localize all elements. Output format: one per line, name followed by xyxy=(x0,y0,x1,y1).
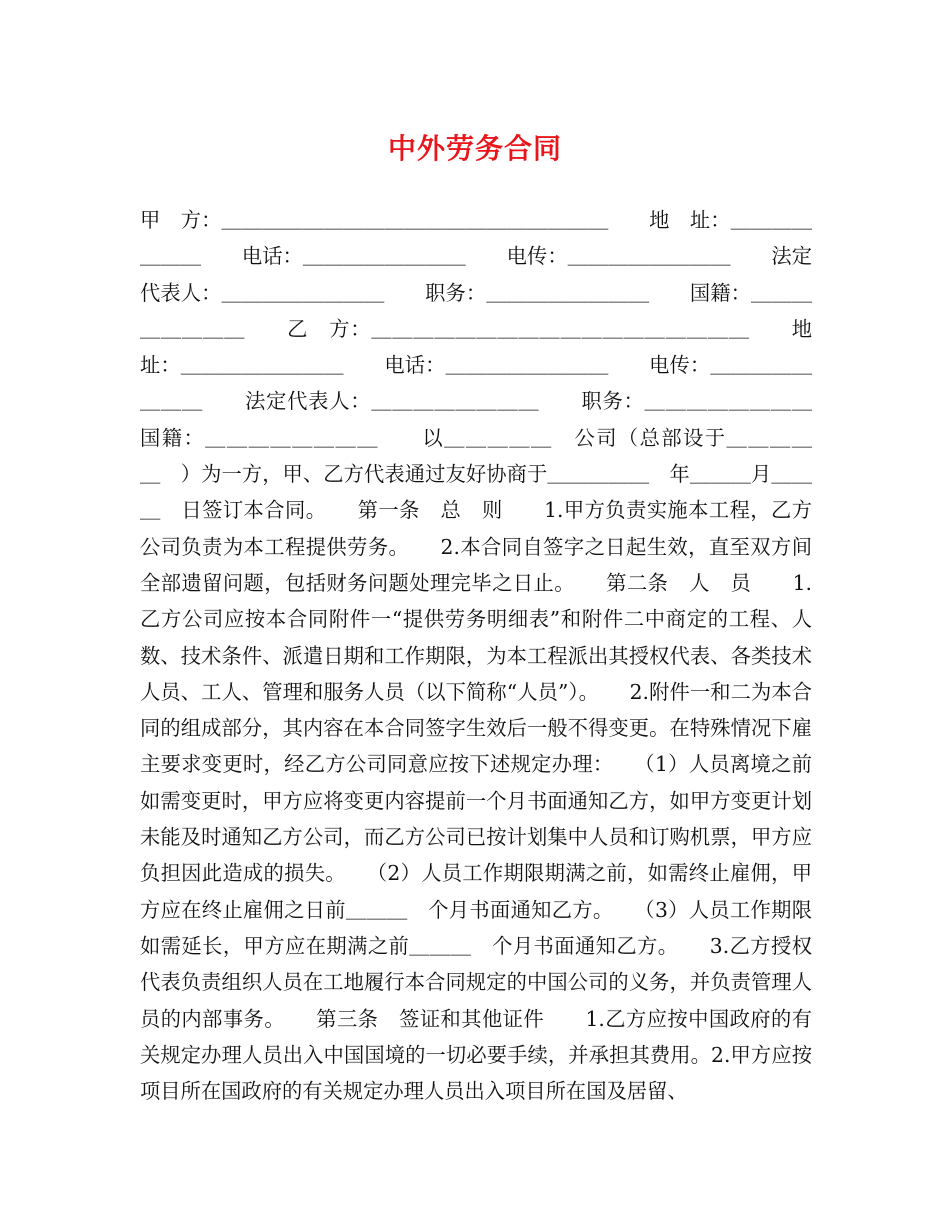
contract-body: 甲 方：＿＿＿＿＿＿＿＿＿＿＿＿＿＿＿＿＿＿＿ 地 址：＿＿＿＿＿＿＿ 电话：＿＿＿＿＿＿＿＿ 电传：＿＿＿＿＿＿＿＿ 法定代表人：＿＿＿＿＿＿＿＿ 职务：＿＿＿＿＿＿＿＿ 国籍：＿＿＿＿＿＿＿＿ 乙 方：＿＿＿＿＿＿＿＿＿＿＿＿＿＿＿＿＿＿ 地 址：＿＿＿＿＿＿＿＿ 电话：＿＿＿＿＿＿＿＿ 电传：＿＿＿＿＿＿＿＿ 法定代表人：＿＿＿＿＿＿＿＿ 职务：＿＿＿＿＿＿＿＿ 国籍：＿＿＿＿＿＿＿＿ 以＿＿＿＿＿ 公司（总部设于＿＿＿＿＿ ）为一方，甲、乙方代表通过友好协商于＿＿＿＿＿ 年＿＿＿月＿＿＿ 日签订本合同。 第一条 总 则 1.甲方负责实施本工程，乙方公司负责为本工程提供劳务。 2.本合同自签字之日起生效，直至双方间全部遗留问题，包括财务问题处理完毕之日止。 第二条 人 员 1.乙方公司应按本合同附件一“提供劳务明细表”和附件二中商定的工程、人数、技术条件、派遣日期和工作期限，为本工程派出其授权代表、各类技术人员、工人、管理和服务人员（以下简称“人员”）。 2.附件一和二为本合同的组成部分，其内容在本合同签字生效后一般不得变更。在特殊情况下雇主要求变更时，经乙方公司同意应按下述规定办理： （1）人员离境之前如需变更时，甲方应将变更内容提前一个月书面通知乙方，如甲方变更计划未能及时通知乙方公司，而乙方公司已按计划集中人员和订购机票，甲方应负担因此造成的损失。 （2）人员工作期限期满之前，如需终止雇佣，甲方应在终止雇佣之日前＿＿＿ 个月书面通知乙方。 （3）人员工作期限如需延长，甲方应在期满之前＿＿＿ 个月书面通知乙方。 3.乙方授权代表负责组织人员在工地履行本合同规定的中国公司的义务，并负责管理人员的内部事务。 第三条 签证和其他证件 1.乙方应按中国政府的有关规定办理人员出入中国国境的一切必要手续，并承担其费用。2.甲方应按项目所在国政府的有关规定办理人员出入项目所在国及居留、 xyxy=(140,208,853,1104)
document-title: 中外劳务合同 xyxy=(387,132,562,165)
